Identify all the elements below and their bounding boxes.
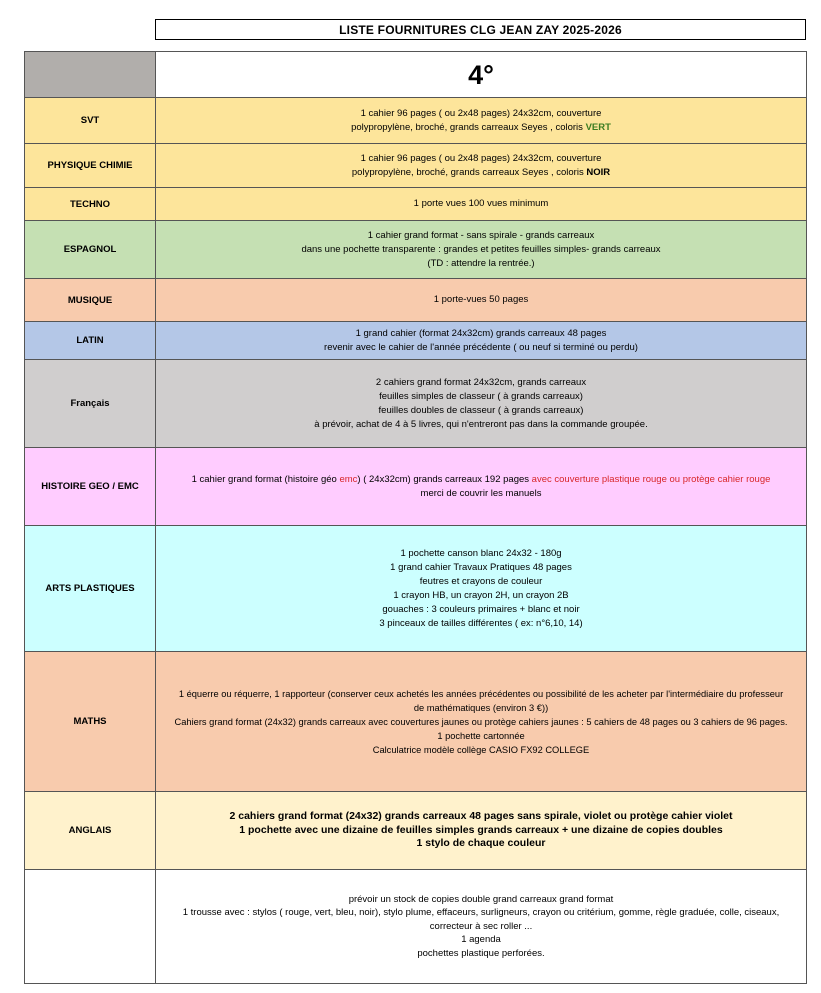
table-row-francais [25, 360, 807, 448]
table-row-musique [25, 279, 807, 322]
supply-line: 1 cahier 96 pages ( ou 2x48 pages) 24x32cm, couverture [360, 107, 602, 119]
supplies-maths [156, 652, 807, 791]
supplies-physique-chimie [156, 144, 807, 187]
supply-text: 1 cahier grand format (histoire géo [191, 473, 340, 485]
supplies-latin [156, 322, 807, 359]
supply-line: 1 pochette avec une dizaine de feuilles simples grands carreaux + une dizaine de copies doubles [239, 823, 723, 836]
supplies-musique [156, 279, 807, 321]
subject-label-histoire-geo: HISTOIRE GEO / EMC [25, 448, 156, 525]
supplies-espagnol [156, 221, 807, 278]
table-row-maths [25, 652, 807, 792]
supplies-francais [156, 360, 807, 447]
grade-header-row [25, 52, 807, 98]
supply-line: merci de couvrir les manuels [420, 487, 542, 499]
subject-label-espagnol: ESPAGNOL [25, 221, 156, 278]
supply-line: 1 cahier 96 pages ( ou 2x48 pages) 24x32cm, couverture [360, 152, 602, 164]
table-row-general [25, 870, 807, 984]
table-row-anglais [25, 792, 807, 870]
supply-text: polypropylène, broché, grands carreaux Seyes , coloris [351, 166, 587, 178]
supply-line: 3 pinceaux de tailles différentes ( ex: n°6,10, 14) [379, 617, 583, 629]
color-highlight-vert: VERT [585, 121, 611, 133]
supply-line [352, 166, 610, 180]
color-highlight-noir: NOIR [586, 166, 611, 178]
subject-label-anglais: ANGLAIS [25, 792, 156, 869]
supply-line: 1 trousse avec : stylos ( rouge, vert, bleu, noir), stylo plume, effaceurs, surligneurs, crayon ou critérium, gomme, règle graduée, colle, ciseaux, [182, 907, 780, 919]
table-row-svt [25, 98, 807, 144]
supply-line: 1 grand cahier (format 24x32cm) grands carreaux 48 pages [355, 327, 607, 339]
subject-label-general [25, 870, 156, 983]
supply-line: 1 agenda [461, 934, 501, 946]
supply-line: (TD : attendre la rentrée.) [427, 257, 535, 269]
grade-label: 4° [468, 59, 494, 90]
grade-header-blank [25, 52, 156, 97]
supply-line: 2 cahiers grand format 24x32cm, grands carreaux [375, 376, 587, 388]
supplies-svt [156, 98, 807, 143]
supply-line: 1 équerre ou réquerre, 1 rapporteur (conserver ceux achetés les années précédentes ou possibilité de les acheter par l'intermédiaire du professeur [178, 688, 784, 699]
supply-line: de mathématiques (environ 3 €)) [413, 702, 549, 713]
subject-label-techno: TECHNO [25, 188, 156, 220]
supply-line: Calculatrice modèle collège CASIO FX92 COLLEGE [372, 744, 590, 755]
table-row-latin [25, 322, 807, 360]
supplies-general [156, 870, 807, 983]
table-row-techno [25, 188, 807, 221]
supply-line: 1 crayon HB, un crayon 2H, un crayon 2B [393, 589, 569, 601]
supply-line: 2 cahiers grand format (24x32) grands carreaux 48 pages sans spirale, violet ou protège cahier violet [229, 810, 733, 823]
supply-line: dans une pochette transparente : grandes et petites feuilles simples- grands carreaux [301, 243, 661, 255]
subject-label-francais: Français [25, 360, 156, 447]
supply-line: 1 porte-vues 50 pages [433, 294, 529, 305]
supply-line: à prévoir, achat de 4 à 5 livres, qui n'entreront pas dans la commande groupée. [314, 418, 648, 430]
subject-label-musique: MUSIQUE [25, 279, 156, 321]
supply-line: 1 grand cahier Travaux Pratiques 48 pages [390, 561, 572, 573]
supply-line [192, 473, 771, 487]
supply-line [351, 121, 611, 135]
supplies-table [24, 51, 807, 984]
table-row-histoire-geo [25, 448, 807, 526]
supply-line: 1 pochette cartonnée [437, 730, 525, 741]
supply-line: 1 pochette canson blanc 24x32 - 180g [400, 547, 562, 559]
supplies-techno [156, 188, 807, 220]
subject-label-latin: LATIN [25, 322, 156, 359]
highlight-red-cover: avec couverture plastique rouge ou protège cahier rouge [531, 473, 771, 485]
supply-line: 1 cahier grand format - sans spirale - grands carreaux [367, 229, 595, 241]
supply-line: Cahiers grand format (24x32) grands carreaux avec couvertures jaunes ou protège cahiers jaunes : 5 cahiers de 48 pages ou 3 cahiers de 96 pages. [174, 716, 788, 727]
subject-label-maths: MATHS [25, 652, 156, 791]
document-title: LISTE FOURNITURES CLG JEAN ZAY 2025-2026 [155, 19, 806, 40]
highlight-emc: emc [339, 473, 358, 485]
table-row-physique-chimie [25, 144, 807, 188]
supply-text: polypropylène, broché, grands carreaux Seyes , coloris [351, 121, 586, 133]
supply-line: 1 stylo de chaque couleur [416, 837, 546, 850]
table-row-espagnol [25, 221, 807, 279]
supply-line: feuilles simples de classeur ( à grands carreaux) [379, 390, 583, 402]
table-row-arts-plastiques [25, 526, 807, 652]
supply-line: 1 porte vues 100 vues minimum [413, 198, 549, 209]
supply-text: ) ( 24x32cm) grands carreaux 192 pages [357, 473, 532, 485]
supply-line: prévoir un stock de copies double grand carreaux grand format [348, 893, 614, 905]
grade-cell [156, 52, 807, 97]
supply-line: feuilles doubles de classeur ( à grands carreaux) [378, 404, 584, 416]
subject-label-arts-plastiques: ARTS PLASTIQUES [25, 526, 156, 651]
supplies-anglais [156, 792, 807, 869]
supply-line: correcteur à sec roller ... [429, 920, 533, 932]
subject-label-physique-chimie: PHYSIQUE CHIMIE [25, 144, 156, 187]
supply-line: feutres et crayons de couleur [419, 575, 543, 587]
supply-line: pochettes plastique perforées. [417, 947, 545, 959]
subject-label-svt: SVT [25, 98, 156, 143]
supplies-histoire-geo [156, 448, 807, 525]
supply-line: revenir avec le cahier de l'année précédente ( ou neuf si terminé ou perdu) [324, 341, 638, 353]
supply-line: gouaches : 3 couleurs primaires + blanc et noir [382, 603, 580, 615]
supplies-arts-plastiques [156, 526, 807, 651]
